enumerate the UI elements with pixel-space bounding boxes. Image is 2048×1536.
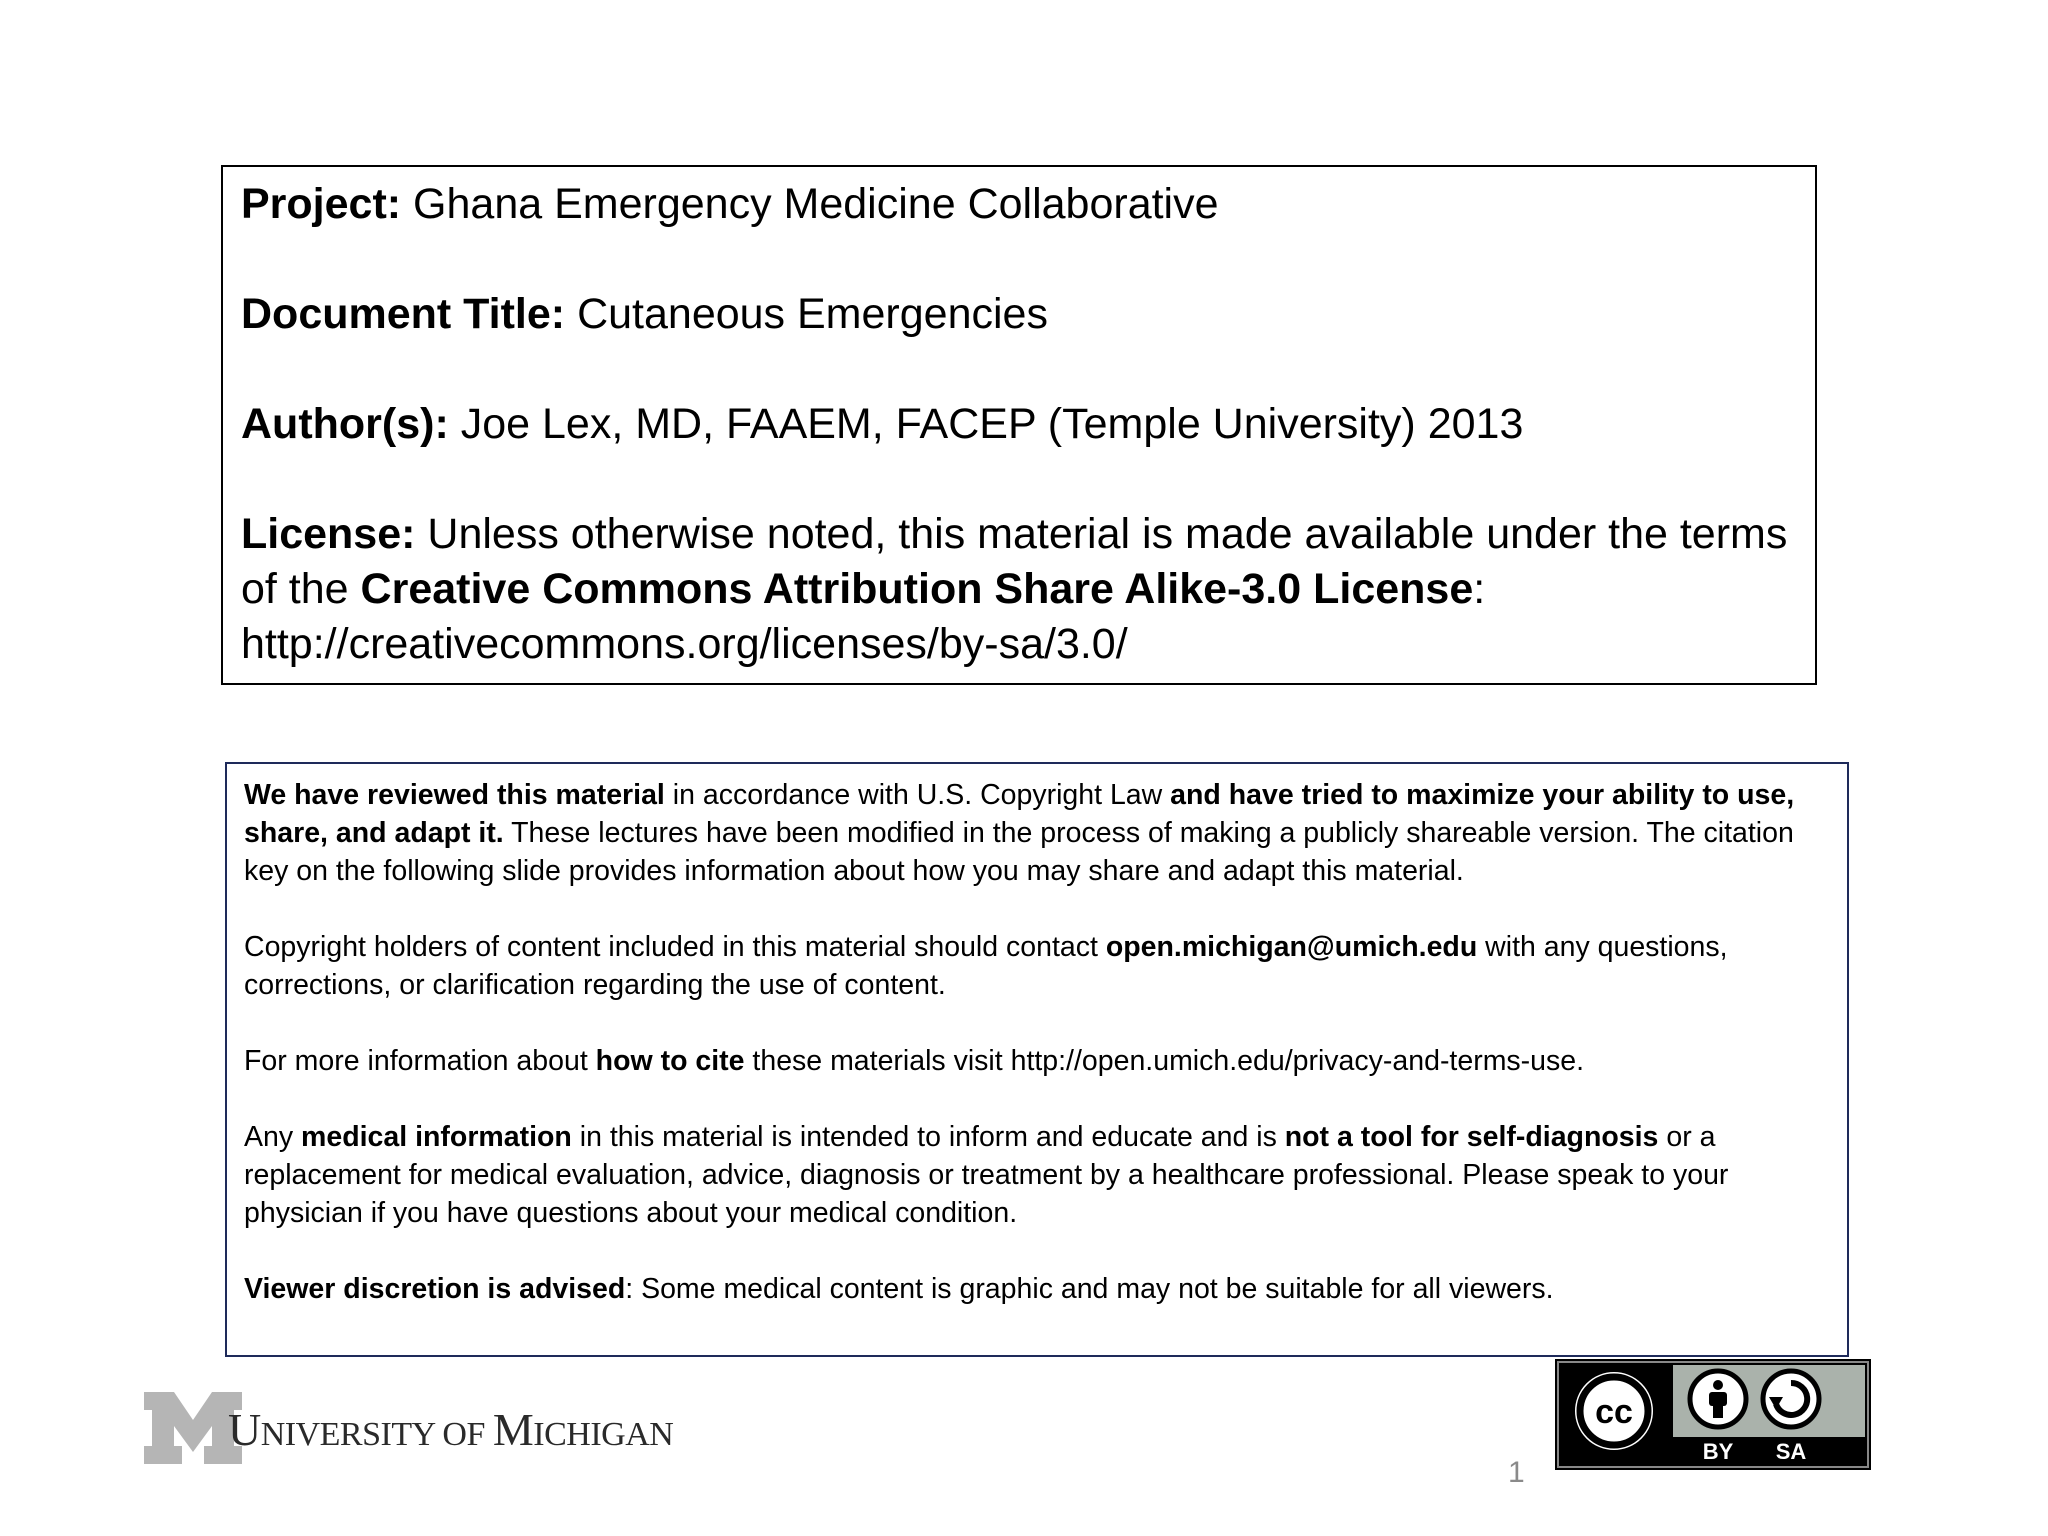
university-name: UNIVERSITY OF MICHIGAN bbox=[228, 1404, 674, 1455]
svg-text:cc: cc bbox=[1595, 1393, 1633, 1431]
discretion-paragraph: Viewer discretion is advised: Some medical content is graphic and may not be suitable for all viewers. bbox=[244, 1273, 1554, 1305]
document-info-box bbox=[221, 165, 1817, 685]
copyright-paragraph: Copyright holders of content included in this material should contact open.michigan@umich.edu with any questions, corrections, or clarification regarding the use of content. bbox=[244, 931, 1728, 1001]
document-title-line: Document Title: Cutaneous Emergencies bbox=[241, 290, 1048, 338]
disclaimer-box bbox=[225, 762, 1849, 1357]
license-url[interactable]: http://creativecommons.org/licenses/by-sa/3.0/ bbox=[241, 620, 1128, 668]
contact-email[interactable]: open.michigan@umich.edu bbox=[1105, 931, 1478, 963]
license-name: Creative Commons Attribution Share Alike-3.0 License bbox=[360, 565, 1474, 613]
page-number: 1 bbox=[1508, 1456, 1525, 1489]
attribution-icon bbox=[1690, 1371, 1746, 1427]
citation-paragraph: For more information about how to cite these materials visit http://open.umich.edu/privacy-and-terms-use. bbox=[244, 1045, 1585, 1077]
sa-label: SA bbox=[1775, 1439, 1807, 1464]
medical-paragraph: Any medical information in this material is intended to inform and educate and is not a tool for self-diagnosis or a replacement for medical evaluation, advice, diagnosis or treatment by a healthcare professional. Please speak to your physician if you have questions about your medical condition. bbox=[244, 1121, 1729, 1229]
review-paragraph: We have reviewed this material in accordance with U.S. Copyright Law and have tried to maximize your ability to use, share, and adapt it. These lectures have been modified in the process of making a publicly shareable version. The citation key on the following slide provides information about how you may share and adapt this material. bbox=[244, 779, 1795, 887]
author-line: Author(s): Joe Lex, MD, FAAEM, FACEP (Temple University) 2013 bbox=[241, 400, 1524, 448]
by-label: BY bbox=[1702, 1439, 1734, 1464]
project-line: Project: Ghana Emergency Medicine Collaborative bbox=[241, 180, 1219, 228]
share-alike-icon bbox=[1763, 1371, 1819, 1427]
cc-by-sa-badge-icon bbox=[1555, 1359, 1871, 1470]
cc-icon bbox=[1573, 1370, 1655, 1452]
license-line: License: Unless otherwise noted, this material is made available under the terms of the Creative Commons Attribution Share Alike-3.0 License: http://creativecommons.org/licenses/by-sa/3.0/ bbox=[241, 510, 1788, 668]
university-logo bbox=[144, 1392, 764, 1464]
